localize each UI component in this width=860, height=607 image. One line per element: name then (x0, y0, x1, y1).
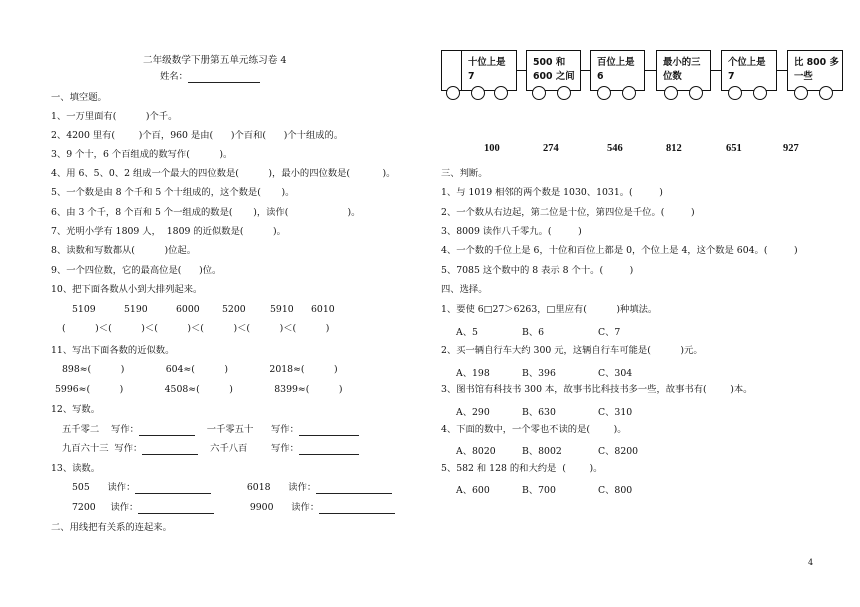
match-number[interactable]: 651 (726, 143, 742, 154)
match-number[interactable]: 927 (783, 143, 799, 154)
question-3: 3、9 个十，6 个百组成的数写作( )。 (51, 149, 233, 160)
judge-4: 4、一个数的千位上是 6，十位和百位上都是 0，个位上是 4，这个数是 604。( ) (441, 245, 798, 256)
train-car[interactable] (461, 50, 517, 91)
train-car-label: 十位上是 7 (468, 57, 506, 82)
question-4: 4、用 6、5、0、2 组成一个最大的四位数是( )，最小的四位数是( )。 (51, 168, 396, 179)
q13-blank[interactable] (138, 503, 214, 514)
choice-option[interactable]: B、700 (522, 485, 556, 496)
question-7: 7、光明小学有 1809 人， 1809 的近似数是( )。 (51, 226, 286, 237)
train-engine (441, 50, 461, 91)
choice-4: 4、下面的数中，一个零也不读的是( )。 (441, 424, 627, 435)
q12-blank[interactable] (299, 444, 359, 455)
q10-blanks[interactable]: ( )＜( )＜( )＜( )＜( )＜( ) (62, 323, 330, 334)
question-2: 2、4200 里有( )个百，960 是由( )个百和( )个十组成的。 (51, 130, 344, 141)
q12-row-2 (62, 443, 359, 455)
q12-blank[interactable] (139, 425, 195, 436)
question-9: 9、一个四位数，它的最高位是( )位。 (51, 265, 222, 276)
choice-option[interactable]: C、310 (598, 407, 633, 418)
train-car[interactable] (787, 50, 843, 91)
page-number: 4 (808, 558, 814, 567)
wheel-icon (532, 86, 546, 100)
wheel-icon (597, 86, 611, 100)
wheel-icon (494, 86, 508, 100)
choice-option[interactable]: A、290 (456, 407, 490, 418)
judge-1: 1、与 1019 相邻的两个数是 1030、1031。( ) (441, 187, 663, 198)
wheel-icon (471, 86, 485, 100)
choice-option[interactable]: B、630 (522, 407, 556, 418)
q13-number: 505 (72, 482, 90, 493)
train-car-label: 个位上是 7 (728, 57, 766, 82)
choice-option[interactable]: B、6 (522, 327, 545, 338)
car-coupling (581, 70, 590, 71)
q13-blank[interactable] (135, 483, 211, 494)
choice-option[interactable]: A、5 (456, 327, 478, 338)
train-car-label: 比 800 多 一些 (794, 57, 839, 82)
q10-number: 5910 (270, 304, 294, 315)
train-car-label: 最小的三 位数 (663, 57, 701, 82)
q11-row-1[interactable]: 898≈( ) 604≈( ) 2018≈( ) (62, 364, 338, 375)
choice-option[interactable]: A、8020 (456, 446, 496, 457)
q12-label: 写作： (271, 424, 299, 435)
q10-number: 5200 (222, 304, 246, 315)
q13-label: 读作： (291, 502, 320, 513)
question-10: 10、把下面各数从小到大排列起来。 (51, 284, 203, 295)
q13-row-2 (72, 502, 395, 514)
q12-item: 一千零五十 (206, 424, 254, 435)
q12-label: 写作： (114, 443, 143, 454)
q13-number: 6018 (246, 482, 271, 493)
choice-option[interactable]: C、8200 (598, 446, 639, 457)
q13-blank[interactable] (319, 503, 395, 514)
name-label: 姓名： (160, 71, 188, 82)
name-blank[interactable] (188, 72, 260, 83)
q11-row-2[interactable]: 5996≈( ) 4508≈( ) 8399≈( ) (55, 384, 343, 395)
name-field (160, 71, 260, 83)
question-5: 5、一个数是由 8 个千和 5 个十组成的，这个数是( )。 (51, 187, 295, 198)
wheel-icon (446, 86, 460, 100)
choice-1: 1、要使 6□27＞6263，□里应有( )种填法。 (441, 304, 658, 315)
wheel-icon (819, 86, 833, 100)
section2-heading: 二、用线把有关系的连起来。 (51, 522, 172, 533)
train-car[interactable] (721, 50, 777, 91)
question-8: 8、读数和写数都从( )位起。 (51, 245, 196, 256)
choice-option[interactable]: A、600 (456, 485, 490, 496)
q13-label: 读作： (288, 482, 317, 493)
q12-item: 六千八百 (210, 443, 248, 454)
car-coupling (645, 70, 656, 71)
section1-heading: 一、填空题。 (51, 92, 107, 103)
judge-2: 2、一个数从右边起，第二位是十位，第四位是千位。( ) (441, 207, 695, 218)
q13-row-1 (72, 482, 392, 494)
car-coupling (517, 70, 526, 71)
choice-option[interactable]: B、396 (522, 368, 556, 379)
match-number[interactable]: 100 (484, 143, 500, 154)
q12-blank[interactable] (142, 444, 198, 455)
q10-number: 6000 (176, 304, 200, 315)
choice-option[interactable]: A、198 (456, 368, 490, 379)
q13-blank[interactable] (316, 483, 392, 494)
question-13: 13、读数。 (51, 463, 101, 474)
q10-number: 6010 (311, 304, 335, 315)
wheel-icon (557, 86, 571, 100)
q13-label: 读作： (110, 502, 139, 513)
judge-5: 5、7085 这个数中的 8 表示 8 个十。( ) (441, 265, 634, 276)
q10-number: 5190 (124, 304, 148, 315)
wheel-icon (753, 86, 767, 100)
choice-2: 2、买一辆自行车大约 300 元，这辆自行车可能是( )元。 (441, 345, 703, 356)
train-car-label: 百位上是 6 (597, 57, 635, 82)
choice-option[interactable]: C、800 (598, 485, 633, 496)
q12-blank[interactable] (299, 425, 359, 436)
choice-3: 3、图书馆有科技书 300 本，故事书比科技书多一些，故事书有( )本。 (441, 384, 753, 395)
match-number[interactable]: 274 (543, 143, 559, 154)
judge-3: 3、8009 读作八千零九。( ) (441, 226, 582, 237)
wheel-icon (622, 86, 636, 100)
q12-item: 九百六十三 (62, 443, 109, 454)
q12-label: 写作： (271, 443, 299, 454)
question-11: 11、写出下面各数的近似数。 (51, 345, 175, 356)
section4-heading: 四、选择。 (441, 284, 488, 295)
choice-option[interactable]: C、304 (598, 368, 633, 379)
choice-5: 5、582 和 128 的和大约是 ( )。 (441, 463, 603, 474)
choice-option[interactable]: C、7 (598, 327, 621, 338)
wheel-icon (728, 86, 742, 100)
q12-item: 五千零二 (62, 424, 100, 435)
wheel-icon (794, 86, 808, 100)
q10-number: 5109 (72, 304, 96, 315)
question-12: 12、写数。 (51, 404, 101, 415)
q13-number: 7200 (72, 502, 96, 513)
train-car[interactable] (590, 50, 645, 91)
train-car[interactable] (526, 50, 581, 91)
choice-option[interactable]: B、8002 (522, 446, 562, 457)
q12-label: 写作： (111, 424, 139, 435)
q13-number: 9900 (249, 502, 274, 513)
wheel-icon (664, 86, 678, 100)
q13-label: 读作： (107, 482, 136, 493)
match-number[interactable]: 546 (607, 143, 623, 154)
section3-heading: 三、判断。 (441, 168, 488, 179)
match-number[interactable]: 812 (666, 143, 682, 154)
question-1: 1、一万里面有( )个千。 (51, 111, 178, 122)
wheel-icon (689, 86, 703, 100)
worksheet-title: 二年级数学下册第五单元练习卷 4 (143, 55, 287, 66)
car-coupling (777, 70, 787, 71)
train-car-label: 500 和 600 之间 (533, 57, 575, 82)
train-car[interactable] (656, 50, 711, 91)
question-6: 6、由 3 个千，8 个百和 5 个一组成的数是( )，读作( )。 (51, 207, 361, 218)
car-coupling (711, 70, 721, 71)
q12-row-1 (62, 424, 359, 436)
